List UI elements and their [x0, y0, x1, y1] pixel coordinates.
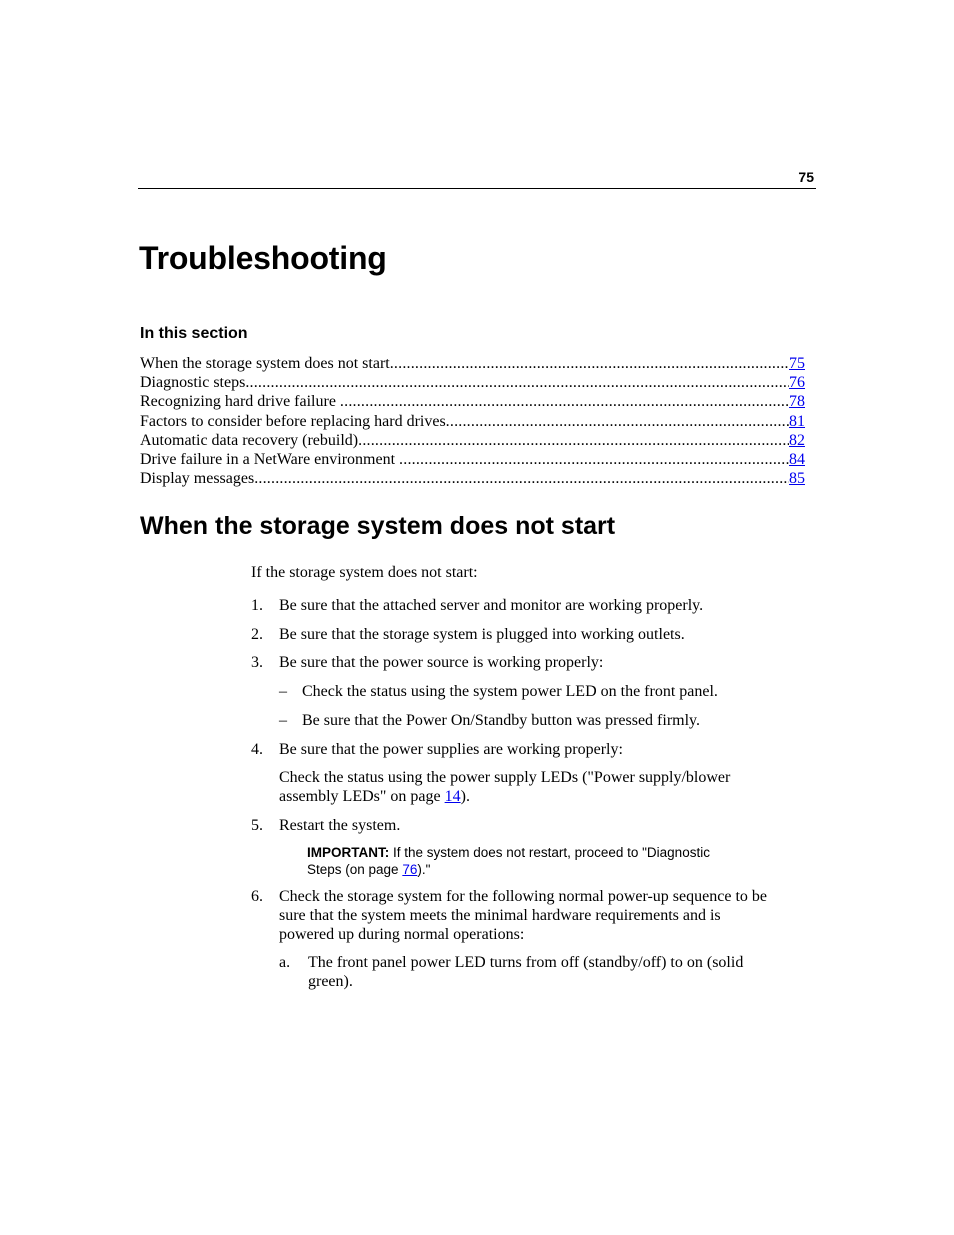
- list-item-line: sure that the system meets the minimal hardware requirements and is: [279, 907, 721, 925]
- toc-entry: [140, 431, 805, 450]
- dash-bullet: –: [279, 683, 287, 700]
- page-link[interactable]: 76: [402, 862, 418, 877]
- toc-page-link[interactable]: 82: [789, 431, 805, 449]
- sub-list-item-text: Check the status using the system power LED on the front panel.: [302, 683, 718, 700]
- list-item-number: 2.: [251, 626, 263, 643]
- toc-page-link[interactable]: 75: [789, 355, 805, 372]
- sub-list-line: The front panel power LED turns from off (standby/off) to on (solid: [308, 954, 744, 971]
- list-item-text: Restart the system.: [279, 817, 401, 834]
- toc-page-link[interactable]: 85: [789, 470, 805, 488]
- toc-entry: [140, 450, 805, 469]
- toc-entry: [140, 392, 805, 411]
- toc-leader-dots: [340, 392, 789, 411]
- important-line: [307, 861, 777, 878]
- sub-list-item-text: [308, 953, 743, 991]
- toc-leader-dots: [446, 412, 789, 431]
- important-label: IMPORTANT:: [307, 845, 390, 860]
- list-item-text: Be sure that the attached server and monitor are working properly.: [279, 597, 704, 614]
- toc-entry: [140, 354, 805, 373]
- list-item-text: [279, 887, 767, 945]
- list-item-number: 5.: [251, 817, 263, 834]
- list-item-number: 3.: [251, 654, 263, 671]
- toc-entry: [140, 373, 805, 392]
- toc-entry-label: Recognizing hard drive failure: [140, 393, 340, 411]
- toc-entry-label: When the storage system does not start: [140, 355, 390, 372]
- toc-leader-dots: [399, 450, 789, 469]
- toc-leader-dots: [254, 469, 789, 488]
- list-item-line: Check the storage system for the following normal power-up sequence to be: [279, 888, 767, 905]
- table-of-contents: [140, 354, 805, 488]
- sub-list-letter: a.: [279, 954, 291, 971]
- important-text: If the system does not restart, proceed to "Diagnostic: [389, 845, 710, 860]
- page-link[interactable]: 14: [444, 788, 461, 806]
- toc-entry-label: Diagnostic steps: [140, 374, 246, 392]
- step-note-text: ).: [460, 788, 470, 806]
- step-note: [279, 768, 809, 806]
- toc-page-link[interactable]: 84: [789, 451, 805, 469]
- toc-leader-dots: [245, 373, 789, 392]
- list-item-number: 4.: [251, 741, 263, 758]
- important-text: Steps (on page: [307, 862, 403, 877]
- toc-entry-label: Display messages: [140, 470, 255, 488]
- step-note-line: [279, 787, 809, 806]
- dash-bullet: –: [279, 712, 287, 729]
- list-item-text: Be sure that the power supplies are working properly:: [279, 741, 623, 758]
- important-note: [307, 844, 777, 878]
- toc-page-link[interactable]: 81: [789, 412, 805, 430]
- header-rule: [138, 188, 816, 189]
- sub-list-item-text: Be sure that the Power On/Standby button was pressed firmly.: [302, 712, 701, 729]
- section-label: In this section: [140, 325, 248, 342]
- list-item-line: powered up during normal operations:: [279, 926, 525, 944]
- section-intro: If the storage system does not start:: [251, 564, 478, 581]
- toc-entry: [140, 469, 805, 488]
- sub-list-line: green).: [308, 973, 353, 991]
- important-text: ).": [417, 862, 431, 877]
- section-title: When the storage system does not start: [140, 512, 616, 540]
- list-item-text: Be sure that the storage system is plugged into working outlets.: [279, 626, 685, 643]
- toc-entry-label: Drive failure in a NetWare environment: [140, 451, 400, 469]
- toc-leader-dots: [358, 431, 789, 450]
- step-note-line: Check the status using the power supply LEDs ("Power supply/blower: [279, 769, 731, 786]
- list-item-number: 1.: [251, 597, 263, 614]
- list-item-text: Be sure that the power source is working properly:: [279, 654, 604, 671]
- chapter-title: Troubleshooting: [139, 240, 387, 276]
- page-number: 75: [798, 169, 814, 185]
- toc-leader-dots: [390, 354, 789, 373]
- toc-entry-label: Automatic data recovery (rebuild): [140, 431, 359, 449]
- toc-page-link[interactable]: 76: [789, 374, 805, 392]
- step-note-text: assembly LEDs" on page: [279, 788, 445, 806]
- toc-page-link[interactable]: 78: [789, 393, 805, 411]
- important-line: [307, 844, 777, 861]
- toc-entry-label: Factors to consider before replacing hard drives: [140, 412, 446, 430]
- list-item-number: 6.: [251, 888, 263, 905]
- toc-entry: [140, 412, 805, 431]
